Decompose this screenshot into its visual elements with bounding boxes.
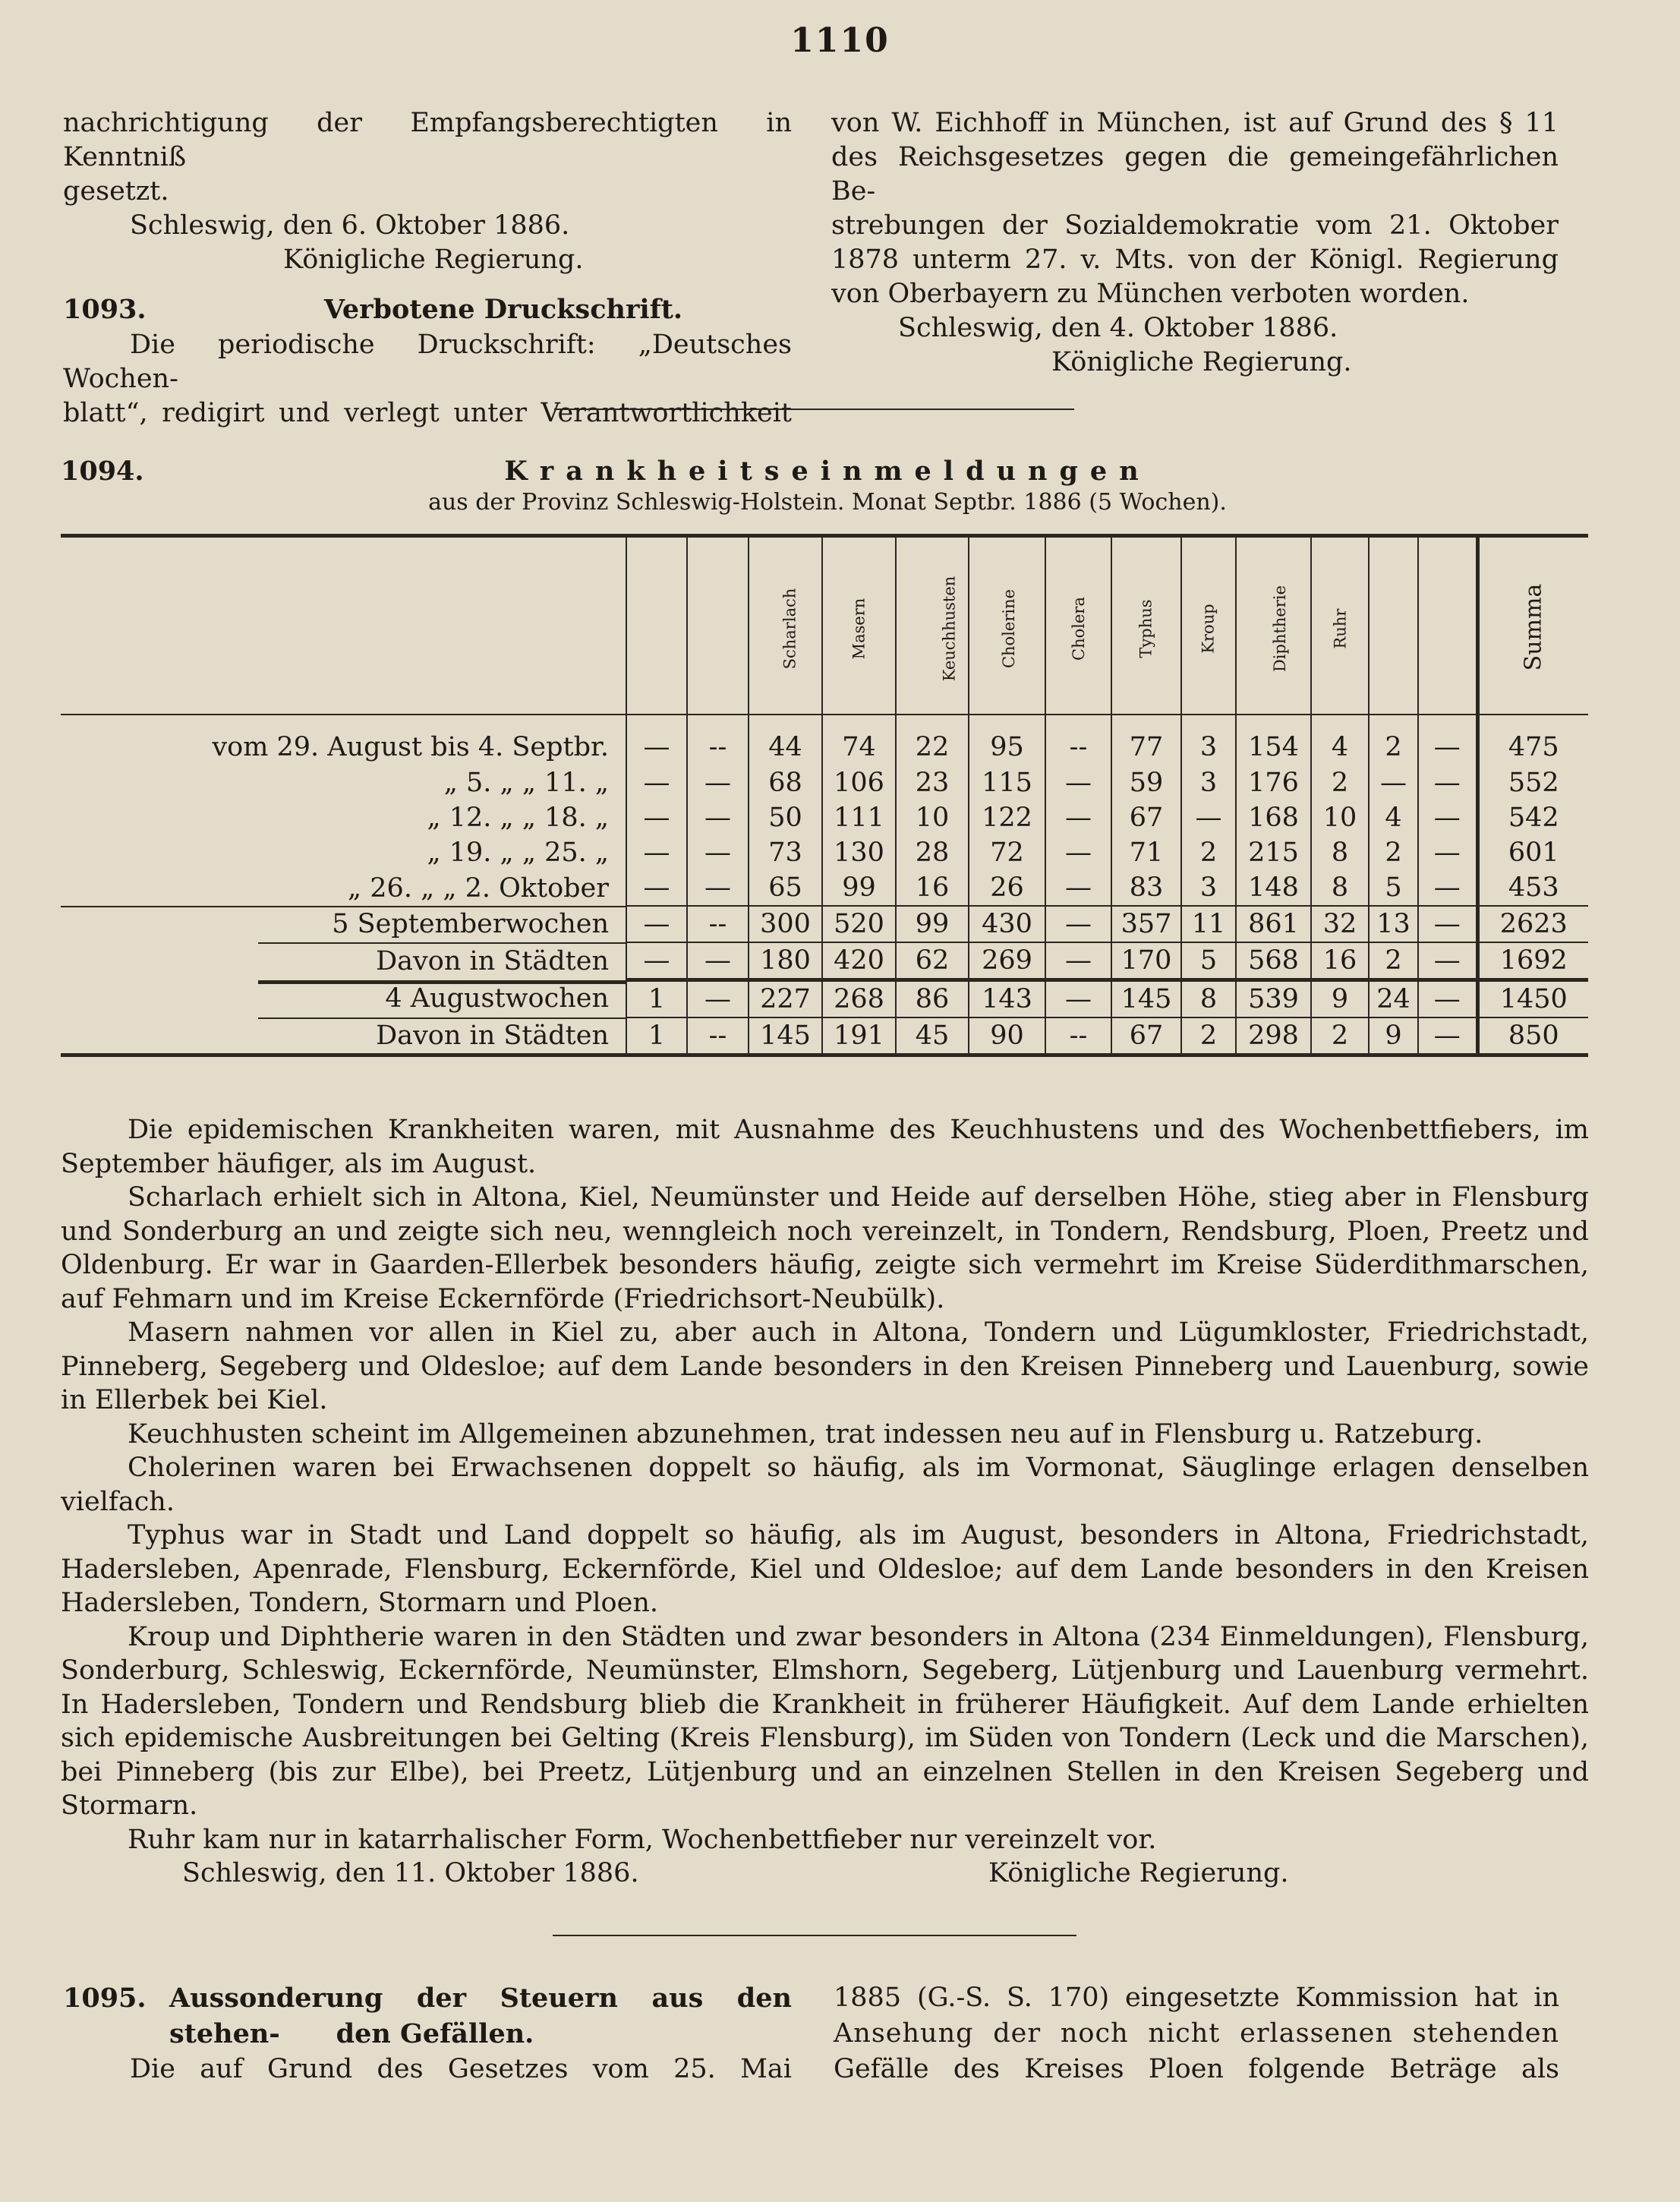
report-text <box>61 1113 1589 1890</box>
table-row <box>61 980 1588 1018</box>
column-header <box>1418 536 1477 715</box>
table-cell: 568 <box>1236 942 1311 980</box>
table-cell: — <box>1418 942 1477 980</box>
table-cell: 45 <box>896 1017 969 1055</box>
table-cell: 191 <box>822 1017 896 1055</box>
table-row <box>61 942 1588 980</box>
table-rule <box>61 906 626 907</box>
table-cell: — <box>687 800 749 835</box>
table-cell: — <box>1418 835 1477 870</box>
table-cell: 1692 <box>1477 942 1588 980</box>
table-cell: — <box>1418 765 1477 800</box>
section-1095-right <box>834 1980 1559 2087</box>
table-cell: — <box>1045 835 1111 870</box>
table-cell: 5 <box>1369 870 1418 906</box>
table-cell: — <box>1045 765 1111 800</box>
table-cell: 106 <box>822 765 896 800</box>
row-label: „ 5. „ „ 11. „ <box>443 768 609 798</box>
table-cell: 539 <box>1236 980 1311 1018</box>
section-number: 1095. <box>63 1983 147 2014</box>
place-date: Schleswig, den 4. Oktober 1886. <box>898 313 1338 343</box>
table-cell: -- <box>1045 715 1111 765</box>
row-label: vom 29. August bis 4. Septbr. <box>212 732 609 762</box>
table-cell: 73 <box>749 835 822 870</box>
text-line: strebungen der Sozialdemokratie vom 21. Oktober <box>831 210 1559 241</box>
table-cell: 50 <box>749 800 822 835</box>
table-cell: 298 <box>1236 1017 1311 1055</box>
table-cell: 13 <box>1369 906 1418 942</box>
table-cell: 65 <box>749 870 822 906</box>
paragraph: Cholerinen waren bei Erwachsenen doppelt so häufig, als im Vormonat, Säuglinge erlagen denselben vielfach. <box>61 1453 1589 1517</box>
table-header-row <box>61 536 1588 715</box>
section-title: Aussonderung der Steuern aus den stehen- <box>169 1983 792 2049</box>
table-cell: 9 <box>1311 980 1369 1018</box>
table-row <box>61 800 1588 835</box>
table-cell: 10 <box>896 800 969 835</box>
section-number: 1093. <box>63 294 147 325</box>
table-cell: 90 <box>969 1017 1045 1055</box>
table-cell: 95 <box>969 715 1045 765</box>
table-cell: 601 <box>1477 835 1588 870</box>
table-cell: — <box>1418 1017 1477 1055</box>
table-cell: 542 <box>1477 800 1588 835</box>
section-title-continued: den Gefällen. <box>336 2018 534 2049</box>
text-line: 1878 unterm 27. v. Mts. von der Königl. Regierung <box>831 244 1559 275</box>
table-cell: — <box>1418 906 1477 942</box>
table-cell: 176 <box>1236 765 1311 800</box>
table-cell: 77 <box>1111 715 1181 765</box>
text-line: 1885 (G.-S. S. 170) eingesetzte Kommission hat in <box>834 1983 1559 2013</box>
table-rule <box>258 942 626 944</box>
column-header: Cholera <box>1045 536 1111 715</box>
table-subtitle: aus der Provinz Schleswig-Holstein. Monat Septbr. 1886 (5 Wochen). <box>428 489 1227 516</box>
text-line: von Oberbayern zu München verboten worden. <box>831 279 1470 309</box>
text-line: des Reichsgesetzes gegen die gemeingefährlichen Be- <box>831 142 1559 207</box>
table-cell: — <box>1369 765 1418 800</box>
row-label: „ 12. „ „ 18. „ <box>427 803 609 833</box>
table-cell: 2 <box>1181 835 1236 870</box>
table-cell: — <box>1045 906 1111 942</box>
text-line: Die periodische Druckschrift: „Deutsches Wochen- <box>63 330 792 394</box>
table-cell: 9 <box>1369 1017 1418 1055</box>
row-label: Davon in Städten <box>61 1017 626 1055</box>
section-heading-1093 <box>63 292 792 328</box>
table-cell: — <box>687 835 749 870</box>
table-cell: — <box>626 906 687 942</box>
table-cell: 2 <box>1181 1017 1236 1055</box>
authority-signature: Königliche Regierung. <box>1051 347 1352 377</box>
table-cell: 111 <box>822 800 896 835</box>
text-line: gesetzt. <box>63 176 169 207</box>
place-date: Schleswig, den 11. Oktober 1886. <box>182 1858 639 1888</box>
page-number: 1110 <box>790 21 890 60</box>
table-row <box>61 715 1588 765</box>
column-header: Typhus <box>1111 536 1181 715</box>
table-cell: 861 <box>1236 906 1311 942</box>
column-header: Ruhr <box>1311 536 1369 715</box>
table-cell: -- <box>687 1017 749 1055</box>
table-cell: — <box>1045 942 1111 980</box>
table-cell: 1450 <box>1477 980 1588 1018</box>
text-line: nachrichtigung der Empfangsberechtigten in Kenntniß <box>63 108 792 172</box>
table-cell: 430 <box>969 906 1045 942</box>
table-cell: 3 <box>1181 870 1236 906</box>
table-rule <box>258 980 626 984</box>
column-header: Cholerine <box>969 536 1045 715</box>
table-cell: 268 <box>822 980 896 1018</box>
table-cell: 74 <box>822 715 896 765</box>
table-title: Krankheitseinmeldungen <box>504 456 1151 487</box>
table-cell: 4 <box>1311 715 1369 765</box>
table-cell: — <box>1418 715 1477 765</box>
table-cell: 67 <box>1111 1017 1181 1055</box>
column-header <box>1369 536 1418 715</box>
text-line: blatt“, redigirt und verlegt unter Verantwortlichkeit <box>63 398 792 428</box>
table-cell: — <box>1418 800 1477 835</box>
table-row <box>61 765 1588 800</box>
table-cell: 357 <box>1111 906 1181 942</box>
disease-report-table <box>61 534 1588 1057</box>
paragraph: Die epidemischen Krankheiten waren, mit Ausnahme des Keuchhustens und des Wochenbettfiebers, im September häufiger, als im August. <box>61 1115 1589 1179</box>
table-cell: 2 <box>1311 765 1369 800</box>
table-cell: — <box>687 980 749 1018</box>
table-cell: — <box>626 765 687 800</box>
table-cell: 8 <box>1311 870 1369 906</box>
row-label: 4 Augustwochen <box>385 983 609 1014</box>
table-cell: — <box>626 870 687 906</box>
header-corner <box>61 536 626 715</box>
text-line: Ansehung der noch nicht erlassenen stehenden <box>834 2018 1559 2049</box>
table-cell: 300 <box>749 906 822 942</box>
column-header: Summa <box>1477 536 1588 715</box>
table-cell: -- <box>687 906 749 942</box>
column-header <box>626 536 687 715</box>
table-cell: 59 <box>1111 765 1181 800</box>
table-cell: 148 <box>1236 870 1311 906</box>
table-cell: 8 <box>1181 980 1236 1018</box>
place-date: Schleswig, den 6. Oktober 1886. <box>130 210 570 241</box>
table-cell: 180 <box>749 942 822 980</box>
table-cell: 68 <box>749 765 822 800</box>
table-cell: 420 <box>822 942 896 980</box>
table-cell: -- <box>1045 1017 1111 1055</box>
table-cell: — <box>687 870 749 906</box>
table-cell: — <box>1418 980 1477 1018</box>
table-cell: 215 <box>1236 835 1311 870</box>
table-cell: 16 <box>896 870 969 906</box>
section-number: 1094. <box>61 456 144 487</box>
table-cell: 2 <box>1369 835 1418 870</box>
table-cell: — <box>1045 980 1111 1018</box>
table-cell: 86 <box>896 980 969 1018</box>
table-cell: — <box>626 942 687 980</box>
paragraph: Ruhr kam nur in katarrhalischer Form, Wochenbettfieber nur vereinzelt vor. <box>128 1824 1157 1855</box>
table-cell: 23 <box>896 765 969 800</box>
table-cell: 168 <box>1236 800 1311 835</box>
table-cell: 2 <box>1311 1017 1369 1055</box>
table-cell: 8 <box>1311 835 1369 870</box>
table-cell: 2 <box>1369 715 1418 765</box>
table-cell: 475 <box>1477 715 1588 765</box>
table-cell: 11 <box>1181 906 1236 942</box>
table-cell: 130 <box>822 835 896 870</box>
text-line: Die auf Grund des Gesetzes vom 25. Mai <box>130 2054 792 2084</box>
paragraph: Typhus war in Stadt und Land doppelt so häufig, als im August, besonders in Altona, Friedrichstadt, Hadersleben, Apenrade, Flensburg, Eckernförde, Kiel und Oldesloe; auf dem Lande besonders in den Kreisen Hadersleben, Tondern, Stormarn und Ploen. <box>61 1520 1589 1618</box>
table-row <box>61 835 1588 870</box>
table-rule <box>258 1017 626 1019</box>
table-cell: 154 <box>1236 715 1311 765</box>
table-cell: 1 <box>626 980 687 1018</box>
table-cell: — <box>1045 800 1111 835</box>
table-cell: 83 <box>1111 870 1181 906</box>
authority-signature: Königliche Regierung. <box>283 244 584 275</box>
table-cell: 269 <box>969 942 1045 980</box>
table-cell: 1 <box>626 1017 687 1055</box>
table-cell: 170 <box>1111 942 1181 980</box>
table-cell: 115 <box>969 765 1045 800</box>
table-cell: 67 <box>1111 800 1181 835</box>
section-title: Verbotene Druckschrift. <box>323 294 683 325</box>
paragraph: Keuchhusten scheint im Allgemeinen abzunehmen, trat indessen neu auf in Flensburg u. Ratzeburg. <box>128 1418 1483 1450</box>
column-header: Kroup <box>1181 536 1236 715</box>
table-cell: 4 <box>1369 800 1418 835</box>
column-header: Keuchhusten <box>896 536 969 715</box>
table-cell: 28 <box>896 835 969 870</box>
column-header: Diphtherie <box>1236 536 1311 715</box>
table-row <box>61 1017 1588 1055</box>
table-cell: 44 <box>749 715 822 765</box>
table-row <box>61 906 1588 942</box>
table-cell: 850 <box>1477 1017 1588 1055</box>
table-cell: 552 <box>1477 765 1588 800</box>
table-cell: -- <box>687 715 749 765</box>
table-cell: — <box>1418 870 1477 906</box>
section-divider <box>554 409 1074 410</box>
paragraph: Masern nahmen vor allen in Kiel zu, aber auch in Altona, Tondern und Lügumkloster, Friedrichstadt, Pinneberg, Segeberg und Oldesloe; auf dem Lande besonders in den Kreisen Pinneberg und Lauenburg, sowie in Ellerbek bei Kiel. <box>61 1317 1589 1415</box>
table-cell: 22 <box>896 715 969 765</box>
table-cell: 72 <box>969 835 1045 870</box>
section-divider <box>553 1935 1076 1936</box>
signature-line <box>61 1857 1589 1890</box>
table-cell: 453 <box>1477 870 1588 906</box>
table-cell: 145 <box>749 1017 822 1055</box>
top-right-column <box>831 106 1559 380</box>
text-line: von W. Eichhoff in München, ist auf Grund des § 11 <box>831 108 1559 138</box>
paragraph: Scharlach erhielt sich in Altona, Kiel, Neumünster und Heide auf derselben Höhe, stieg aber in Flensburg und Sonderburg an und zeigte sich neu, wenngleich noch vereinzelt, in Tondern, Rendsburg, Ploen, Preetz und Oldenburg. Er war in Gaarden-Ellerbek besonders häufig, zeigte sich vermehrt im Kreise Süderdithmarschen, auf Fehmarn und im Kreise Eckernförde (Friedrichsort-Neubülk). <box>61 1182 1589 1314</box>
table-cell: 10 <box>1311 800 1369 835</box>
table-cell: 227 <box>749 980 822 1018</box>
top-left-column <box>63 106 792 431</box>
table-cell: — <box>626 715 687 765</box>
table-cell: — <box>687 765 749 800</box>
table-cell: 5 <box>1181 942 1236 980</box>
table-cell: 26 <box>969 870 1045 906</box>
table-cell: 3 <box>1181 765 1236 800</box>
table-cell: 99 <box>896 906 969 942</box>
row-label: „ 26. „ „ 2. Oktober <box>348 872 609 904</box>
table-row <box>61 870 1588 906</box>
table-cell: 99 <box>822 870 896 906</box>
table-cell: — <box>1181 800 1236 835</box>
table-cell: 2 <box>1369 942 1418 980</box>
authority-signature: Königliche Regierung. <box>988 1858 1289 1888</box>
table-cell: 2623 <box>1477 906 1588 942</box>
paragraph: Kroup und Diphtherie waren in den Städten und zwar besonders in Altona (234 Einmeldungen), Flensburg, Sonderburg, Schleswig, Eckernförde, Neumünster, Elmshorn, Segeberg, Lütjenburg und Lauenburg vermehrt. In Hadersleben, Tondern und Rendsburg blieb die Krankheit in früherer Häufigkeit. Auf dem Lande erhielten sich epidemische Ausbreitungen bei Gelting (Kreis Flensburg), im Süden von Tondern (Leck und die Marschen), bei Pinneberg (bis zur Elbe), bei Preetz, Lütjenburg und an einzelnen Stellen in den Kreisen Segeberg und Stormarn. <box>61 1621 1589 1821</box>
column-header <box>687 536 749 715</box>
text-line: Gefälle des Kreises Ploen folgende Beträge als <box>834 2054 1559 2084</box>
section-1095-left <box>63 1980 792 2087</box>
row-label: „ 19. „ „ 25. „ <box>427 838 609 868</box>
table-cell: 3 <box>1181 715 1236 765</box>
table-cell: 143 <box>969 980 1045 1018</box>
table-cell: 62 <box>896 942 969 980</box>
column-header: Scharlach <box>749 536 822 715</box>
table-cell: 122 <box>969 800 1045 835</box>
column-header: Masern <box>822 536 896 715</box>
row-label: Davon in Städten <box>376 945 609 976</box>
row-label: 5 Septemberwochen <box>332 909 609 939</box>
table-cell: 32 <box>1311 906 1369 942</box>
table-cell: 71 <box>1111 835 1181 870</box>
table-cell: — <box>626 800 687 835</box>
table-cell: — <box>1045 870 1111 906</box>
table-cell: — <box>626 835 687 870</box>
table-cell: 520 <box>822 906 896 942</box>
table-cell: 16 <box>1311 942 1369 980</box>
table-cell: 145 <box>1111 980 1181 1018</box>
table-cell: — <box>687 942 749 980</box>
table-cell: 24 <box>1369 980 1418 1018</box>
